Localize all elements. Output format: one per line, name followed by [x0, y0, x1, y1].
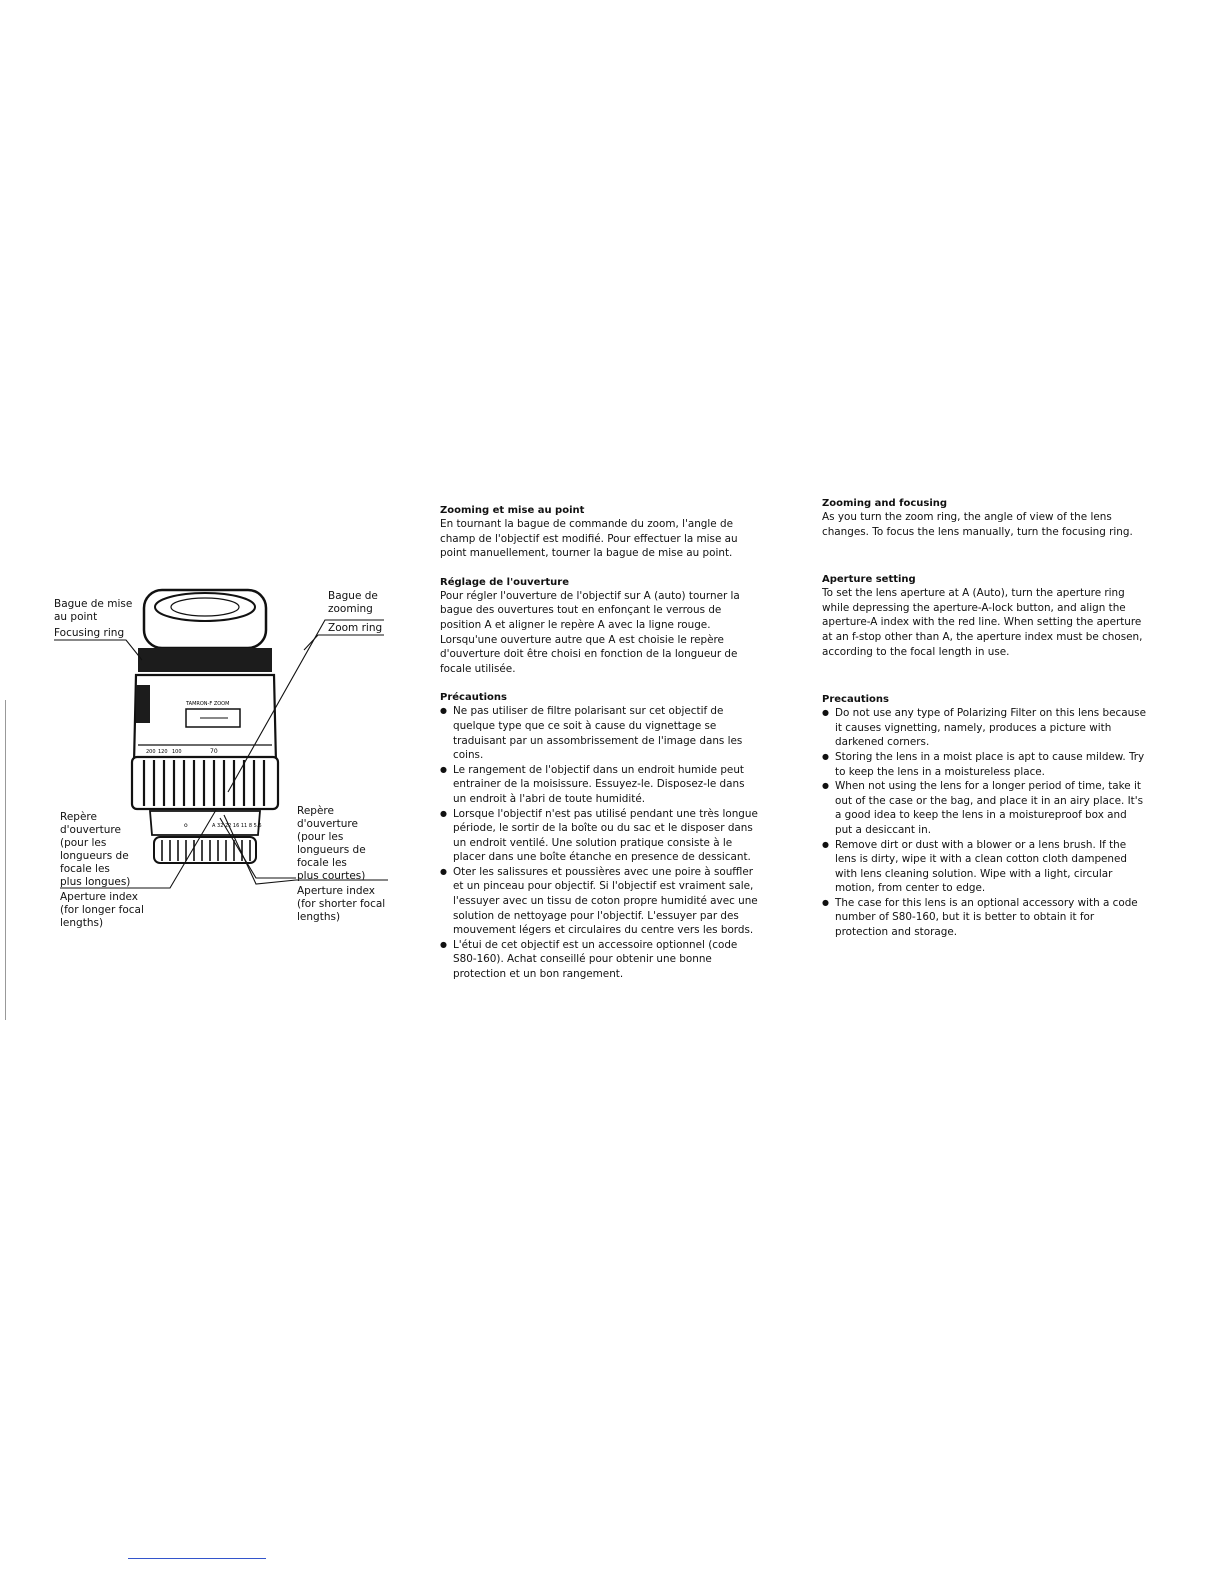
en-zooming-body: As you turn the zoom ring, the angle of view of the lens changes. To focus the lens manually, turn the focusing ring.	[822, 511, 1133, 538]
en-precautions-list	[822, 706, 1147, 940]
en-section-zooming	[822, 497, 1147, 539]
label-repere-longues: Repère d'ouverture (pour les longueurs de focale les plus longues)	[60, 811, 131, 888]
label-zoom-ring: Zoom ring	[328, 622, 383, 634]
aperture-scale-text: A 32 22 16 11 8 5.6	[212, 823, 262, 829]
focal-scale-200: 200	[146, 749, 156, 755]
list-item: ● Le rangement de l'objectif dans un endroit humide peut entrainer de la moisissure. Essuyez-le. Disposez-le dans un endroit à l'abri de toute humidité.	[440, 763, 760, 807]
list-item: ● The case for this lens is an optional accessory with a code number of S80-160, but it is better to obtain it for protection and storage.	[822, 896, 1147, 940]
en-section-aperture	[822, 573, 1147, 659]
label-aperture-index-longer: Aperture index (for longer focal lengths)	[60, 891, 144, 929]
label-focusing-ring: Focusing ring	[54, 627, 125, 639]
list-item: ● Do not use any type of Polarizing Filter on this lens because it causes vignetting, namely, produces a picture with darkened corners.	[822, 706, 1147, 750]
en-section-precautions	[822, 693, 1147, 940]
fr-zooming-title: Zooming et mise au point	[440, 505, 585, 516]
fr-precautions-list	[440, 704, 760, 981]
aperture-mark: o	[184, 822, 188, 829]
focal-scale-120: 120	[158, 749, 168, 755]
french-column	[440, 504, 760, 997]
list-item: ● Remove dirt or dust with a blower or a lens brush. If the lens is dirty, wipe it with a clean cotton cloth dampened with lens cleaning solution. Wipe with a light, circular motion, from center to edge.	[822, 838, 1147, 896]
en-aperture-body: To set the lens aperture at A (Auto), turn the aperture ring while depressing the aperture-A-lock button, and align the aperture-A index with the red line. When setting the aperture at an f-stop other than A, the aperture index must be chosen, according to the focal length in use.	[822, 587, 1143, 658]
focal-scale-70: 70	[210, 748, 218, 755]
en-zooming-title: Zooming and focusing	[822, 498, 948, 509]
list-item: ● When not using the lens for a longer period of time, take it out of the case or the bag, and place it in an airy place. It's a good idea to keep the lens in a moistureproof box and put a desiccant in.	[822, 779, 1147, 837]
list-item: ● L'étui de cet objectif est un accessoire optionnel (code S80-160). Achat conseillé pour obtenir une bonne protection et un bon rangement.	[440, 938, 760, 982]
fr-precautions-title: Précautions	[440, 692, 507, 704]
en-precautions-title: Precautions	[822, 694, 889, 706]
fr-ouverture-body: Pour régler l'ouverture de l'objectif sur A (auto) tourner la bague des ouvertures tout en enfonçant le verrous de position A et aligner le repère A avec la ligne rouge. Lorsqu'une ouverture autre que A est choisie le repère d'ouverture doit être choisi en fonction de la longueur de focale utilisée.	[440, 589, 740, 675]
label-aperture-index-shorter: Aperture index (for shorter focal lengths)	[297, 885, 386, 923]
list-item: ● Ne pas utiliser de filtre polarisant sur cet objectif de quelque type que ce soit à cause du vignettage se traduisant par un assombrissement de l'image dans les coins.	[440, 704, 760, 762]
label-bague-mise-au-point: Bague de mise au point	[54, 598, 133, 623]
label-bague-zooming: Bague de zooming	[328, 590, 378, 615]
fr-section-precautions	[440, 691, 760, 981]
lens-brand-text: TAMRON-F ZOOM	[186, 701, 230, 707]
fr-zooming-body: En tournant la bague de commande du zoom, l'angle de champ de l'objectif est modifié. Pour effectuer la mise au point manuellement, tourner la bague de mise au point.	[440, 518, 738, 560]
list-item: ● Lorsque l'objectif n'est pas utilisé pendant une très longue période, le sortir de la boîte ou du sac et le disposer dans un endroit ventilé. Une solution pratique consiste à le placer dans une boîte étanche en presence de dessicant.	[440, 807, 760, 865]
list-item: ● Oter les salissures et poussières avec une poire à souffler et un pinceau pour objectif. Si l'objectif est vraiment sale, l'essuyer avec un tissu de coton propre humidité avec une solution de nettoyage pour l'objectif. L'essuyer par des mouvement légers et circulaires du centre vers les bords.	[440, 865, 760, 938]
english-column	[822, 497, 1147, 974]
list-item: ● Storing the lens in a moist place is apt to cause mildew. Try to keep the lens in a moistureless place.	[822, 750, 1147, 779]
label-repere-courtes: Repère d'ouverture (pour les longueurs de focale les plus courtes)	[297, 805, 366, 882]
left-edge-mark	[5, 700, 6, 1020]
en-aperture-title: Aperture setting	[822, 574, 916, 586]
fr-ouverture-title: Réglage de l'ouverture	[440, 576, 569, 588]
bottom-rule	[128, 1558, 266, 1559]
focal-scale-100: 100	[172, 749, 182, 755]
fr-section-ouverture	[440, 576, 760, 677]
fr-section-zooming	[440, 504, 760, 561]
